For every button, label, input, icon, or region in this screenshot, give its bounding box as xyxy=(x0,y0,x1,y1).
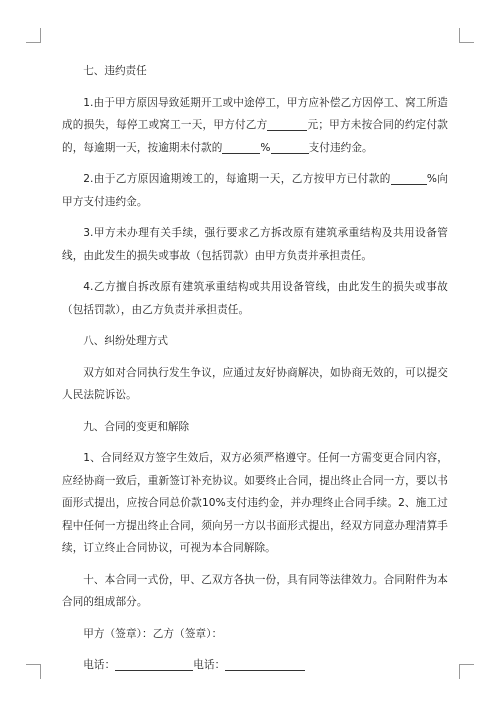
signature-line: 甲方（签章）：乙方（签章）： xyxy=(83,627,223,640)
clause-change: 1、合同经双方签字生效后，双方必须严格遵守。任何一方需变更合同内容，应经协商一致后，重新签订补充协议。如要终止合同，提出终止合同一方，要以书面形式提出，应按合同总价款10%支付违约金，并办理终止合同手续。2、施工过程中任何一方提出终止合同，须向另一方以书面形式提出，经双方同意办理清算手续，订立终止合同协议，可视为本合同解除。 xyxy=(62,452,448,554)
phone-label-b: 电话： xyxy=(193,659,226,671)
blank-delay-rate[interactable] xyxy=(391,171,427,185)
clause-7-2-text-b: %向甲方支付违约金。 xyxy=(62,173,448,208)
section-heading-change: 九、合同的变更和解除 xyxy=(83,420,190,433)
crop-mark-bottom-right xyxy=(459,664,474,679)
clause-7-1-text-b: 元；甲方未按合同的约定付款的，每逾期一天，按逾期未付款的 xyxy=(62,119,448,154)
clause-7-2-text-a: 2.由于乙方原因逾期竣工的，每逾期一天，乙方按甲方已付款的 xyxy=(83,173,391,185)
blank-overdue-rate-a[interactable] xyxy=(222,140,260,154)
crop-mark-top-left xyxy=(26,28,41,43)
clause-dispute: 双方如对合同执行发生争议，应通过友好协商解决，如协商无效的，可以提交人民法院诉讼。 xyxy=(62,366,448,401)
clause-7-1 xyxy=(62,92,448,160)
clause-7-1-text-a: 1.由于甲方原因导致延期开工或中途停工，甲方应补偿乙方因停工、窝工所造成的损失，每停工或窝工一天，甲方付乙方 xyxy=(62,96,448,131)
clause-7-1-text-c: % xyxy=(260,141,271,154)
blank-daily-compensation[interactable] xyxy=(267,117,307,131)
phone-line xyxy=(62,654,448,677)
section-heading-breach: 七、违约责任 xyxy=(83,65,147,77)
section-heading-dispute: 八、纠纷处理方式 xyxy=(83,335,168,347)
phone-blank-a[interactable] xyxy=(115,657,193,671)
crop-mark-top-right xyxy=(459,28,474,43)
clause-7-2 xyxy=(62,168,448,213)
clause-copies: 十、本合同一式份，甲、乙双方各执一份，具有同等法律效力。合同附件为本合同的组成部分。 xyxy=(62,573,448,608)
phone-blank-b[interactable] xyxy=(225,657,305,671)
blank-overdue-rate-b[interactable] xyxy=(271,140,309,154)
phone-label-a: 电话： xyxy=(83,659,116,671)
document-body xyxy=(62,60,448,686)
clause-7-3: 3.甲方未办理有关手续，强行要求乙方拆改原有建筑承重结构及共用设备管线，由此发生的损失或事故（包括罚款）由甲方负责并承担责任。 xyxy=(62,227,448,262)
clause-7-4: 4.乙方擅自拆改原有建筑承重结构或共用设备管线，由此发生的损失或事故（包括罚款），由乙方负责并承担责任。 xyxy=(62,281,448,316)
crop-mark-bottom-left xyxy=(26,664,41,679)
clause-7-1-text-d: 支付违约金。 xyxy=(308,141,373,154)
